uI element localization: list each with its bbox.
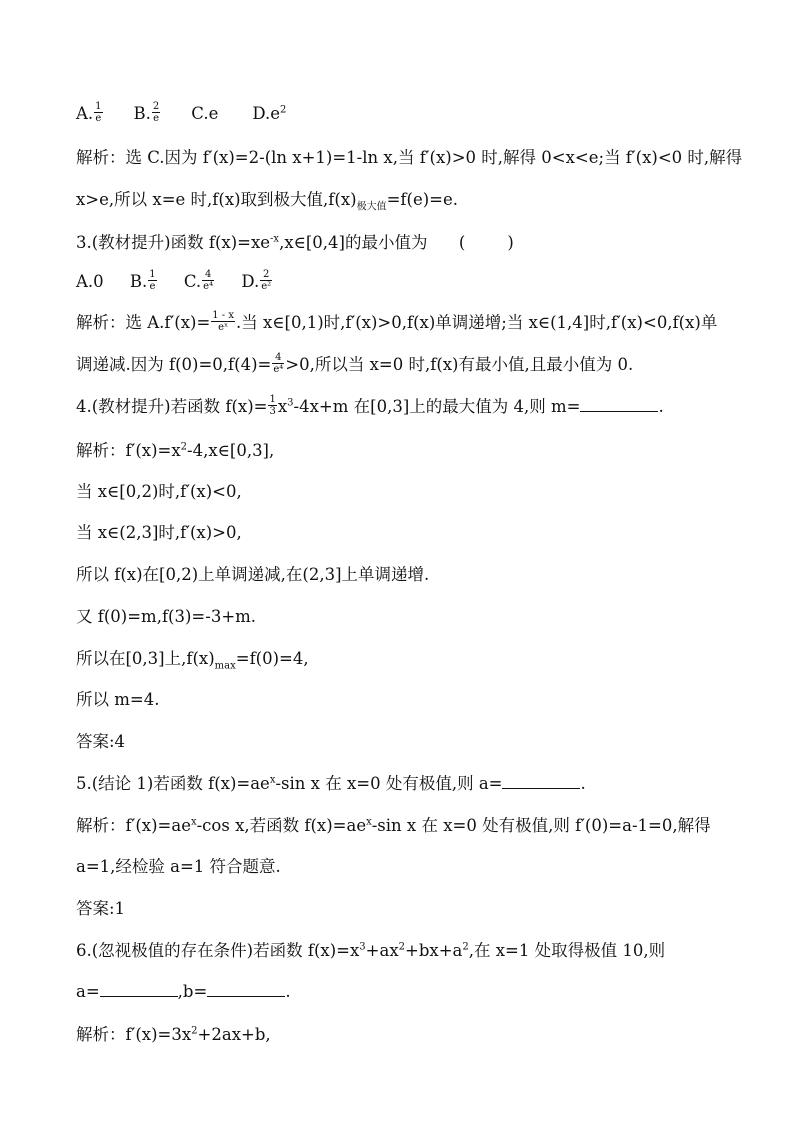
text-run: A.0 B. <box>76 272 148 291</box>
fraction-numerator: 4 <box>202 269 214 281</box>
subscript: max <box>214 660 236 672</box>
fraction-numerator: 2 <box>152 101 160 112</box>
solution-line <box>76 606 256 628</box>
fraction <box>259 269 273 292</box>
text-run: 所以在[0,3]上,f(x) <box>76 649 215 668</box>
line-text: 又 f(0)=m,f(3)=-3+m. <box>76 607 257 626</box>
solution-line <box>76 522 242 544</box>
superscript: -x <box>270 233 280 245</box>
text-run: +2ax+b, <box>197 1025 271 1044</box>
superscript: 3 <box>287 397 294 409</box>
text-run: D. <box>215 272 260 291</box>
fraction-body <box>148 269 156 292</box>
fraction-body <box>211 310 235 333</box>
fraction-body <box>272 352 284 375</box>
option-label: A. <box>76 104 94 123</box>
subscript: 极大值 <box>356 201 387 213</box>
text-run: 4.(教材提升)若函数 f(x)= <box>76 397 268 416</box>
answer-blank <box>100 982 178 997</box>
question-4 <box>76 396 664 419</box>
fraction-body <box>94 101 102 124</box>
fraction-denominator: e² <box>261 281 272 292</box>
fraction-body <box>202 269 214 292</box>
fraction-numerator: 1 - x <box>212 310 235 321</box>
fraction <box>201 269 215 292</box>
text-run: -4x+m 在[0,3]上的最大值为 4,则 m= <box>293 397 581 416</box>
text-run: 解析：f′(x)=3x <box>76 1025 192 1044</box>
fraction-body <box>268 394 276 417</box>
answer-options-q2 <box>76 103 286 126</box>
text-run: 3.(教材提升)函数 f(x)=xe <box>76 233 271 252</box>
line-text: 答案:4 <box>76 732 126 751</box>
fraction-numerator: 4 <box>272 352 284 364</box>
text-run: -sin x 在 x=0 处有极值,则 f′(0)=a-1=0,解得 <box>371 816 711 835</box>
solution-line <box>76 1024 271 1046</box>
fraction-numerator: 1 <box>95 101 102 112</box>
text-run: 解析：f′(x)=ae <box>76 816 191 835</box>
text-run: x>e,所以 x=e 时,f(x)取到极大值,f(x) <box>76 190 357 209</box>
text-run: ,b= <box>177 982 208 1001</box>
solution-line <box>76 481 242 503</box>
text-run: >0,所以当 x=0 时,f(x)有最小值,且最小值为 0. <box>285 355 634 374</box>
answer-blank <box>502 774 580 789</box>
solution-line <box>76 354 633 377</box>
text-run: C.e <box>191 104 219 123</box>
line-text: 当 x∈(2,3]时,f′(x)>0, <box>76 523 242 542</box>
fraction <box>147 269 157 292</box>
answer-line <box>76 898 125 920</box>
line-text: a=1,经检验 a=1 符合题意. <box>76 857 281 876</box>
superscript: x <box>190 816 197 828</box>
text-run: +bx+a <box>405 941 463 960</box>
text-run: ,x∈[0,4]的最小值为 ( ) <box>279 233 514 252</box>
text-run: 5.(结论 1)若函数 f(x)=ae <box>76 774 270 793</box>
fraction-denominator: e <box>149 281 156 292</box>
fraction-numerator: 1 <box>269 394 276 405</box>
question-6 <box>76 940 665 962</box>
solution-line <box>76 147 742 169</box>
answer-blank <box>207 982 285 997</box>
solution-line <box>76 312 717 335</box>
superscript: 2 <box>280 104 287 116</box>
text-run: .当 x∈[0,1)时,f′(x)>0,f(x)单调递增;当 x∈(1,4]时,f′(x)<0,f(x)单 <box>236 313 718 332</box>
solution-line <box>76 815 711 837</box>
text-run: =f(e)=e. <box>386 190 458 209</box>
superscript: 3 <box>359 941 366 953</box>
superscript: 2 <box>398 941 405 953</box>
fraction-body <box>260 269 272 292</box>
answer-option <box>134 103 162 126</box>
text-run: 解析：f′(x)=x <box>76 441 181 460</box>
superscript: 2 <box>191 1025 198 1037</box>
text-run: . <box>580 774 586 793</box>
text-run: -4,x∈[0,3], <box>187 441 275 460</box>
answer-blank <box>580 397 658 412</box>
fraction-denominator: e <box>95 113 102 124</box>
solution-line <box>76 856 281 878</box>
solution-line <box>76 189 458 211</box>
text-run: ,在 x=1 处取得极值 10,则 <box>468 941 666 960</box>
text-run: . <box>285 982 291 1001</box>
fraction-denominator: e⁴ <box>273 364 284 375</box>
text-run: . <box>658 397 664 416</box>
line-text: 解析：选 C.因为 f′(x)=2-(ln x+1)=1-ln x,当 f′(x)>0 时,解得 0<x<e;当 f′(x)<0 时,解得 <box>76 148 743 167</box>
line-text: 答案:1 <box>76 899 126 918</box>
fraction-denominator: 3 <box>269 406 276 417</box>
text-run: C. <box>157 272 202 291</box>
question-5 <box>76 773 586 795</box>
text-run: D.e <box>252 104 280 123</box>
solution-line <box>76 648 309 670</box>
fraction <box>210 310 236 333</box>
option-label: B. <box>133 104 151 123</box>
superscript: x <box>366 816 372 828</box>
text-run: =f(0)=4, <box>235 649 309 668</box>
text-run: 6.(忽视极值的存在条件)若函数 f(x)=x <box>76 941 360 960</box>
answer-line <box>76 731 125 753</box>
text-run: 调递减.因为 f(0)=0,f(4)= <box>76 355 272 374</box>
text-run: a= <box>76 982 100 1001</box>
superscript: 2 <box>462 941 469 953</box>
text-run: -cos x,若函数 f(x)=ae <box>196 816 367 835</box>
fraction-denominator: eˣ <box>218 322 229 333</box>
fraction-body <box>152 101 160 124</box>
line-text: 当 x∈[0,2)时,f′(x)<0, <box>76 482 242 501</box>
text-run: x <box>277 397 288 416</box>
superscript: x <box>269 774 276 786</box>
text-run: -sin x 在 x=0 处有极值,则 a= <box>275 774 503 793</box>
fraction-denominator: e <box>153 113 160 124</box>
superscript: 2 <box>180 441 188 453</box>
answer-option <box>76 103 104 126</box>
fraction-numerator: 1 <box>149 269 156 280</box>
question-3 <box>76 232 514 254</box>
question-6-blanks <box>76 981 291 1003</box>
line-text: 所以 m=4. <box>76 690 160 709</box>
line-text: 所以 f(x)在[0,2)上单调递减,在(2,3]上单调递增. <box>76 565 430 584</box>
text-run: 解析：选 A.f′(x)= <box>76 313 211 332</box>
solution-line <box>76 564 429 586</box>
solution-line <box>76 440 274 462</box>
solution-line <box>76 689 159 711</box>
fraction <box>267 394 277 417</box>
fraction-numerator: 2 <box>260 269 272 281</box>
text-run: +ax <box>365 941 399 960</box>
answer-options-q3 <box>76 271 273 294</box>
fraction <box>271 352 285 375</box>
fraction-denominator: e⁴ <box>203 281 214 292</box>
